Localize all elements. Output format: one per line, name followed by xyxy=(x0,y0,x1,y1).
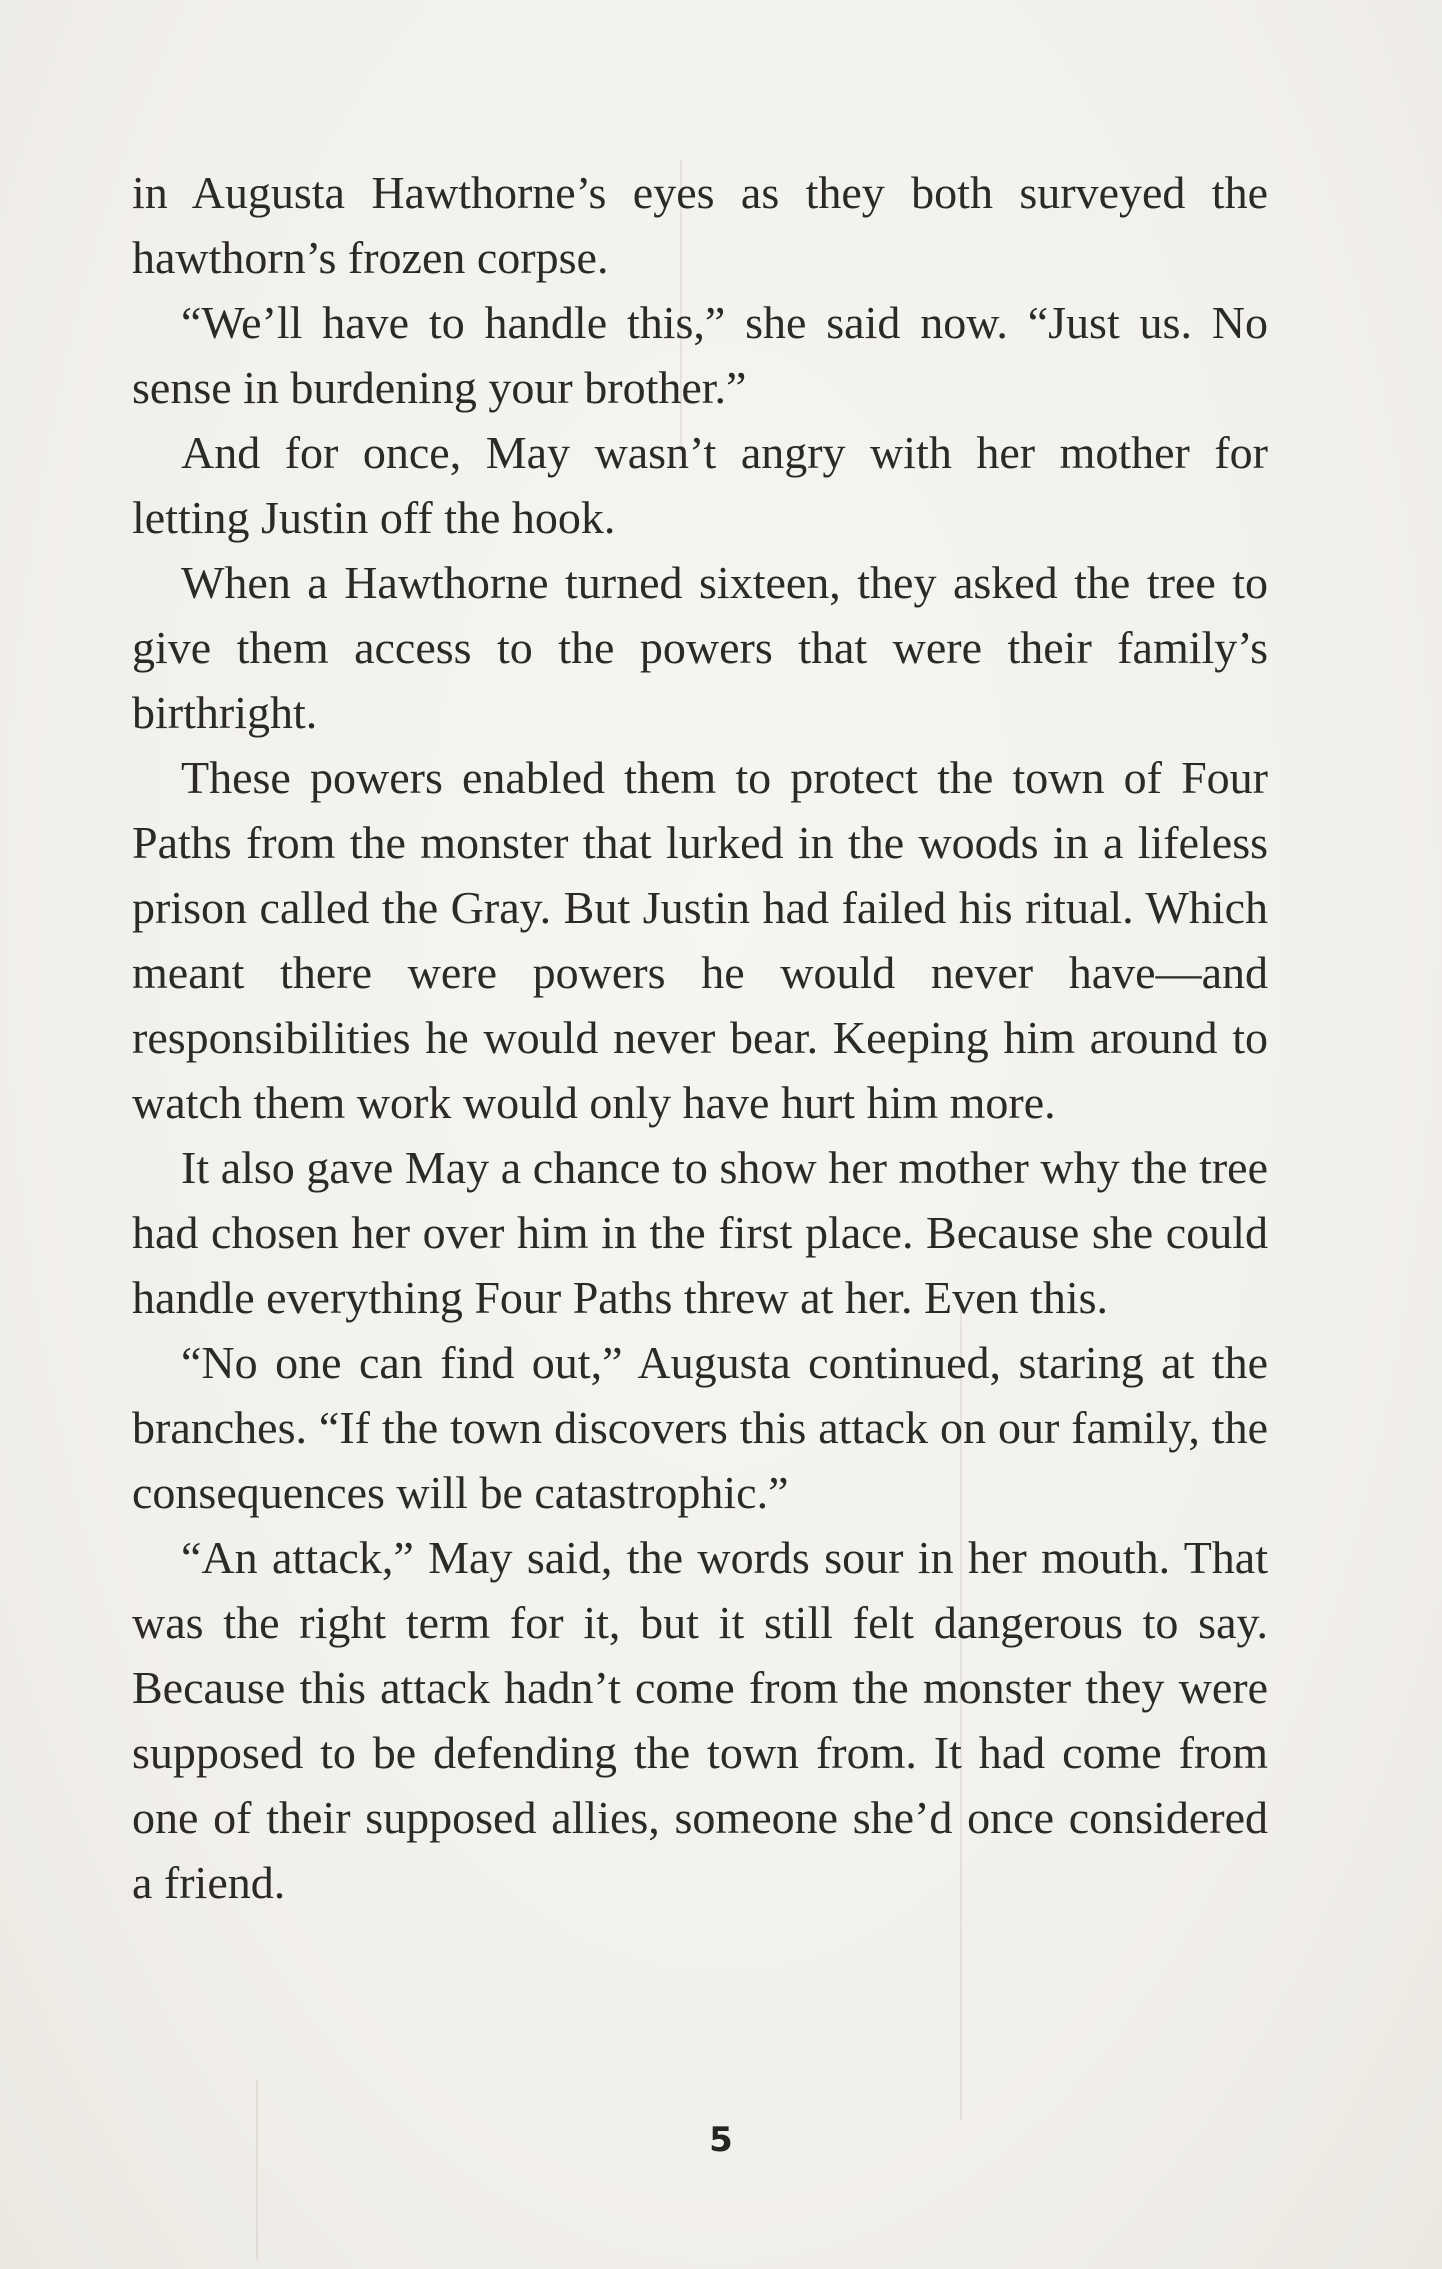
paragraph: “An attack,” May said, the words sour in her mouth. That was the right term for it, but it still felt dangerous to say. Because this attack hadn’t come from the monster they were supposed to be defending the town from. It had come from one of their supposed allies, someone she’d once considered a friend. xyxy=(132,1532,1268,1908)
body-text xyxy=(132,160,1268,1915)
paragraph: And for once, May wasn’t angry with her mother for letting Justin off the hook. xyxy=(132,427,1268,543)
paragraph: When a Hawthorne turned sixteen, they asked the tree to give them access to the powers that were their family’s birthright. xyxy=(132,557,1268,738)
paragraph: “No one can find out,” Augusta continued, staring at the branches. “If the town discovers this attack on our family, the consequences will be catastrophic.” xyxy=(132,1337,1268,1518)
paragraph: It also gave May a chance to show her mother why the tree had chosen her over him in the first place. Because she could handle everything Four Paths threw at her. Even this. xyxy=(132,1142,1268,1323)
paragraph: in Augusta Hawthorne’s eyes as they both surveyed the hawthorn’s frozen corpse. xyxy=(132,167,1268,283)
paragraph: “We’ll have to handle this,” she said now. “Just us. No sense in burdening your brother.” xyxy=(132,297,1268,413)
paragraph: These powers enabled them to protect the town of Four Paths from the monster that lurked in the woods in a lifeless prison called the Gray. But Justin had failed his ritual. Which meant there were powers he would never have—and responsibilities he would never bear. Keeping him around to watch them work would only have hurt him more. xyxy=(132,752,1268,1128)
page-number: 5 xyxy=(709,2120,733,2160)
show-through-line xyxy=(256,2080,258,2260)
